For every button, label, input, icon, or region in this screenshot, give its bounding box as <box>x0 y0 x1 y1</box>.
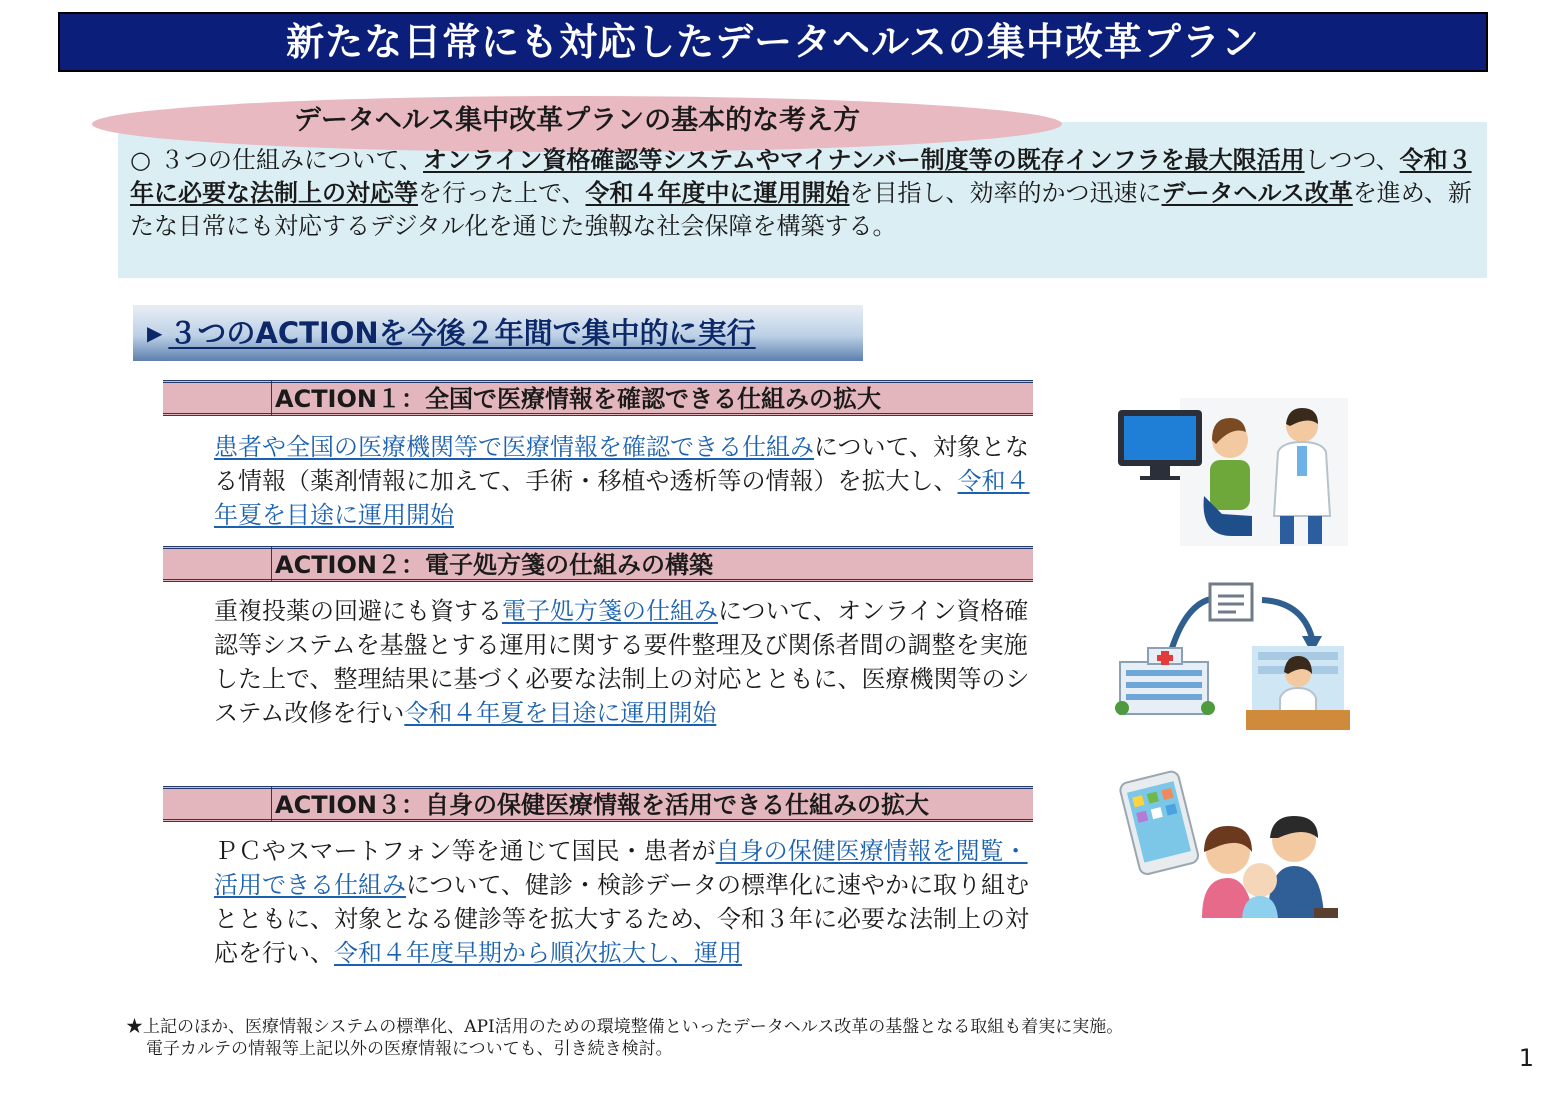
action-2-label: ACTION２：電子処方箋の仕組みの構築 <box>275 551 713 579</box>
triangle-icon: ▶ <box>147 321 163 345</box>
footnote <box>126 1016 1123 1060</box>
bullet-circle: ○ <box>130 146 151 174</box>
basic-emphasis-4: データヘルス改革 <box>1161 179 1353 207</box>
basic-emphasis-3: 令和４年度中に運用開始 <box>585 179 850 207</box>
doctor-consultation-illustration <box>1112 396 1352 548</box>
action-2-link-2[interactable]: 令和４年夏を目途に運用開始 <box>404 699 717 727</box>
action-3-bar <box>163 786 1033 822</box>
divider <box>271 786 272 822</box>
action-3-link-2[interactable]: 令和４年度早期から順次拡大し、運用 <box>334 939 742 967</box>
page-number: 1 <box>1518 1044 1534 1072</box>
action-1-link-2[interactable]: 令和４年夏を目途に運用開始 <box>214 467 1030 529</box>
family-smartphone-illustration <box>1118 768 1342 924</box>
action-3-description: ＰＣやスマートフォン等を通じて国民・患者が自身の保健医療情報を閲覧・活用できる仕組みについて、健診・検診データの標準化に速やかに取り組むとともに、対象となる健診等を拡大するため、令和３年に必要な法制上の対応を行い、令和４年度早期から順次拡大し、運用 <box>214 837 1030 967</box>
basic-emphasis-2: 令和３年に必要な法制上の対応等 <box>130 146 1472 207</box>
e-prescription-illustration <box>1112 578 1352 734</box>
footnote-line-1: ★上記のほか、医療情報システムの標準化、API活用のための環境整備といったデータヘルス改革の基盤となる取組も着実に実施。 <box>126 1017 1124 1037</box>
action-1-description: 患者や全国の医療機関等で医療情報を確認できる仕組みについて、対象となる情報（薬剤情報に加えて、手術・移植や透析等の情報）を拡大し、令和４年夏を目途に運用開始 <box>214 433 1030 529</box>
divider <box>271 546 272 582</box>
action-1-link-1[interactable]: 患者や全国の医療機関等で医療情報を確認できる仕組み <box>214 433 814 461</box>
action-1-bar <box>163 380 1033 416</box>
page-title: 新たな日常にも対応したデータヘルスの集中改革プラン <box>58 12 1488 72</box>
actions-section-header: ▶ ３つのACTIONを今後２年間で集中的に実行 <box>133 305 863 361</box>
action-2-link-1[interactable]: 電子処方箋の仕組み <box>502 597 718 625</box>
action-3-label: ACTION３：自身の保健医療情報を活用できる仕組みの拡大 <box>275 791 929 819</box>
baby-icon <box>1243 863 1277 897</box>
footnote-line-2: 電子カルテの情報等上記以外の医療情報についても、引き続き検討。 <box>146 1039 673 1059</box>
action-1-label: ACTION１：全国で医療情報を確認できる仕組みの拡大 <box>275 385 881 413</box>
basic-heading: データヘルス集中改革プランの基本的な考え方 <box>293 105 861 136</box>
action-2-description: 重複投薬の回避にも資する電子処方箋の仕組みについて、オンライン資格確認等システムを基盤とする運用に関する要件整理及び関係者間の調整を実施した上で、整理結果に基づく必要な法制上の対応とともに、医療機関等のシステム改修を行い令和４年夏を目途に運用開始 <box>214 597 1030 727</box>
document-icon <box>1210 584 1252 620</box>
action-3-link-1[interactable]: 自身の保健医療情報を閲覧・活用できる仕組み <box>214 837 1028 899</box>
basic-emphasis-1: オンライン資格確認等システムやマイナンバー制度等の既存インフラを最大限活用 <box>423 146 1305 174</box>
action-2-bar <box>163 546 1033 582</box>
divider <box>271 380 272 416</box>
basic-concept-text: ○ ３つの仕組みについて、オンライン資格確認等システムやマイナンバー制度等の既存インフラを最大限活用しつつ、令和３年に必要な法制上の対応等を行った上で、令和４年度中に運用開始を目指し、効率的かつ迅速にデータヘルス改革を進め、新たな日常にも対応するデジタル化を通じた強靱な社会保障を構築する。 <box>130 146 1472 240</box>
